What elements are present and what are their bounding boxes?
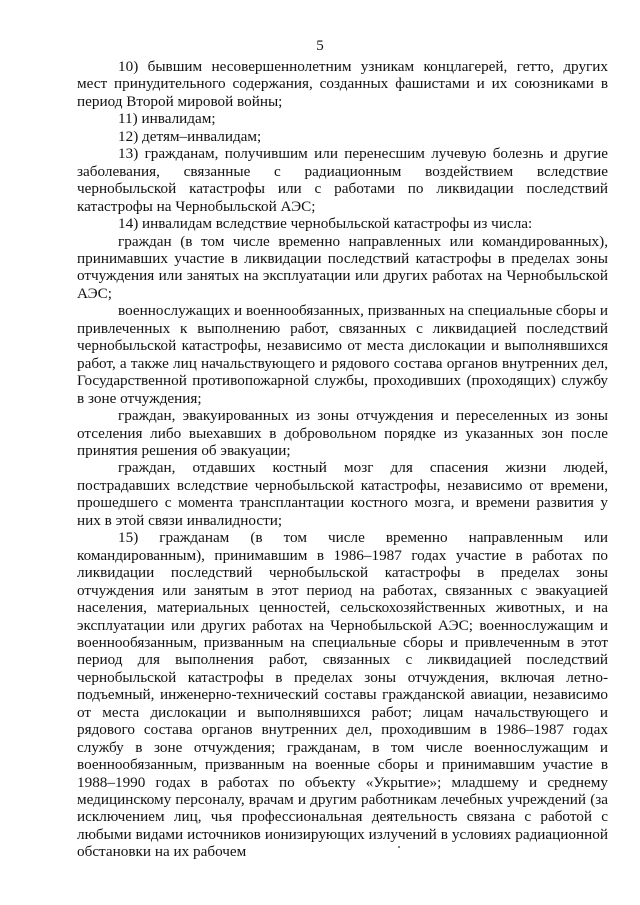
paragraph-item-11: 11) инвалидам;: [118, 110, 216, 128]
paragraph-item-12: 12) детям–инвалидам;: [118, 127, 262, 145]
paragraph-item-10: 10) бывшим несовершеннолетним узникам концлагерей, гетто, других мест принудительного содержания, созданных фашистами и их союзниками в период Второй мировой войны;: [77, 58, 608, 110]
paragraph-subitem-military: военнослужащих и военнообязанных, призванных на специальные сборы и привлеченных к выполнению работ, связанных с ликвидацией последствий чернобыльской катастрофы, независимо от места дислокации и выполнявшихся работ, а также лиц начальствующего и рядового состава органов внутренних дел, Государственной противопожарной службы, проходивших (проходящих) службу в зоне отчуждения;: [77, 302, 608, 407]
document-body: [77, 58, 608, 861]
page-number: 5: [316, 38, 324, 54]
paragraph-item-15: 15) гражданам (в том числе временно направленным или командированным), принимавшим в 1986–1987 годах участие в работах по ликвидации последствий чернобыльской катастрофы в пределах зоны отчуждения или занятым в этот период на работах, связанных с эвакуацией населения, материальных ценностей, сельскохозяйственных животных, и на эксплуатации или других работах на Чернобыльской АЭС; военнослужащим и военнообязанным, призванным на специальные сборы и привлеченным в этот период для выполнения работ, связанных с ликвидацией последствий чернобыльской катастрофы в пределах зоны отчуждения, включая летно-подъемный, инженерно-технический составы гражданской авиации, независимо от места дислокации и выполнявшихся работ; лицам начальствующего и рядового состава органов внутренних дел, проходившим в 1986–1987 годах службу в зоне отчуждения; гражданам, в том числе военнослужащим и военнообязанным, призванным на военные сборы и принимавшим участие в 1988–1990 годах в работах по объекту «Укрытие»; младшему и среднему медицинскому персоналу, врачам и другим работникам лечебных учреждений (за исключением лиц, чья профессиональная деятельность связана с работой с любыми видами источников ионизирующих излучений в условиях радиационной обстановки на их рабочем: [77, 529, 608, 861]
scan-speck: [398, 846, 400, 848]
paragraph-item-13: 13) гражданам, получившим или перенесшим лучевую болезнь и другие заболевания, связанные с радиационным воздействием вследствие чернобыльской катастрофы или с работами по ликвидации последствий катастрофы на Чернобыльской АЭС;: [77, 145, 608, 215]
paragraph-subitem-bone-marrow-donors: граждан, отдавших костный мозг для спасения жизни людей, пострадавших вследствие чернобыльской катастрофы, независимо от времени, прошедшего с момента трансплантации костного мозга, и времени развития у них в этой связи инвалидности;: [77, 459, 608, 529]
paragraph-item-14: 14) инвалидам вследствие чернобыльской катастрофы из числа:: [118, 215, 533, 233]
paragraph-subitem-liquidators: граждан (в том числе временно направленных или командированных), принимавших участие в ликвидации последствий катастрофы в пределах зоны отчуждения или занятых на эксплуатации или других работах на Чернобыльской АЭС;: [77, 232, 608, 302]
paragraph-subitem-evacuated: граждан, эвакуированных из зоны отчуждения и переселенных из зоны отселения либо выехавших в добровольном порядке из указанных зон после принятия решения об эвакуации;: [77, 407, 608, 459]
